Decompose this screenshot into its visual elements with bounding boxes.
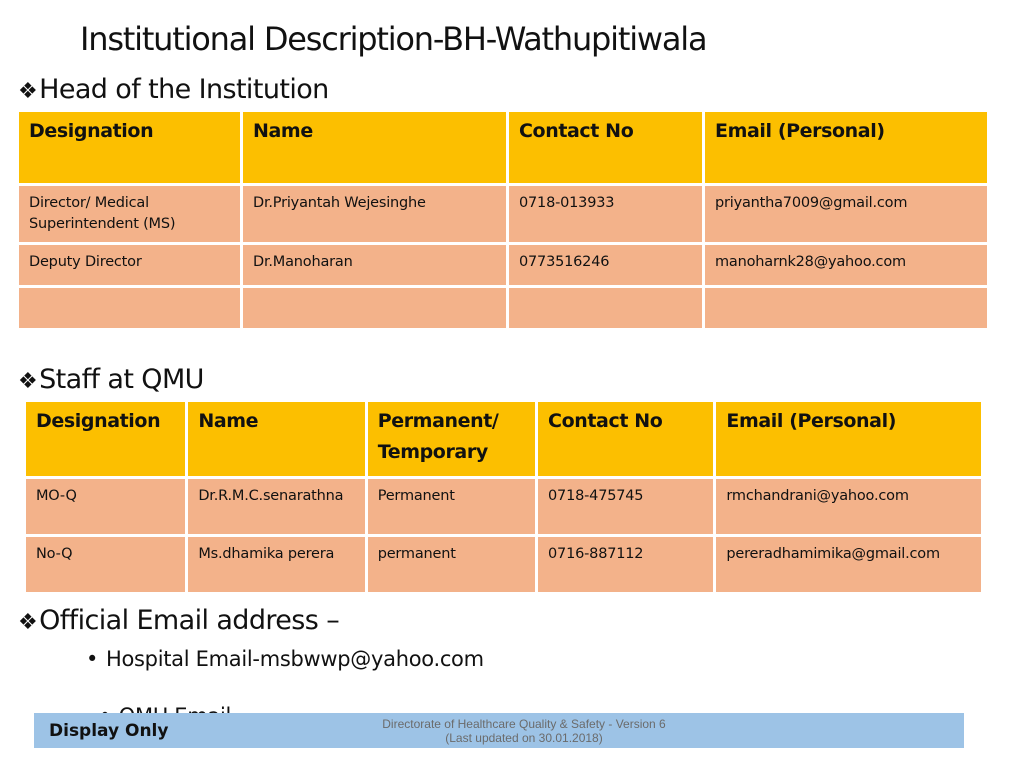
diamond-bullet-icon: ❖ xyxy=(18,369,38,394)
table-cell xyxy=(243,288,506,328)
table-header-row xyxy=(19,112,987,183)
table-row xyxy=(19,186,987,242)
footer-bar xyxy=(34,713,964,748)
head-of-institution-table xyxy=(16,109,990,331)
section-head-label: Official Email address – xyxy=(39,605,340,636)
table-cell: Director/ Medical Superintendent (MS) xyxy=(19,186,240,242)
table-cell: Dr.Priyantah Wejesinghe xyxy=(243,186,506,242)
footer-updated-text: (Last updated on 30.01.2018) xyxy=(445,731,603,745)
section-head-label: Staff at QMU xyxy=(39,364,204,395)
column-header: Contact No xyxy=(538,402,713,476)
column-header: Email (Personal) xyxy=(705,112,987,183)
table-cell: pereradhamimika@gmail.com xyxy=(716,537,981,592)
section-head-institution xyxy=(18,74,329,105)
column-header: Contact No xyxy=(509,112,702,183)
table-cell: rmchandrani@yahoo.com xyxy=(716,479,981,534)
table-cell xyxy=(19,288,240,328)
table-cell: manoharnk28@yahoo.com xyxy=(705,245,987,285)
column-header: Name xyxy=(188,402,364,476)
display-only-label: Display Only xyxy=(49,721,169,741)
table-cell: 0773516246 xyxy=(509,245,702,285)
table-cell: permanent xyxy=(368,537,535,592)
table-cell: 0718-013933 xyxy=(509,186,702,242)
table-header-row xyxy=(26,402,981,476)
section-head-label: Head of the Institution xyxy=(39,74,329,105)
footer-caption xyxy=(294,717,754,745)
section-head-staff xyxy=(18,364,204,395)
list-item xyxy=(86,647,484,671)
column-header: Email (Personal) xyxy=(716,402,981,476)
column-header: Designation xyxy=(19,112,240,183)
table-row xyxy=(26,537,981,592)
table-cell: Ms.dhamika perera xyxy=(188,537,364,592)
table-row xyxy=(26,479,981,534)
hospital-email-text: Hospital Email-msbwwp@yahoo.com xyxy=(106,647,484,671)
table-cell: priyantha7009@gmail.com xyxy=(705,186,987,242)
table-cell xyxy=(509,288,702,328)
dot-bullet-icon: • xyxy=(86,647,99,671)
table-row xyxy=(19,245,987,285)
column-header: Designation xyxy=(26,402,185,476)
column-header: Permanent/ Temporary xyxy=(368,402,535,476)
table-cell: 0716-887112 xyxy=(538,537,713,592)
table-cell xyxy=(705,288,987,328)
table-cell: MO-Q xyxy=(26,479,185,534)
footer-version-text: Directorate of Healthcare Quality & Safety - Version 6 xyxy=(382,717,666,731)
page-title: Institutional Description-BH-Wathupitiwala xyxy=(80,20,707,58)
table-cell: No-Q xyxy=(26,537,185,592)
diamond-bullet-icon: ❖ xyxy=(18,610,38,635)
table-cell: Dr.Manoharan xyxy=(243,245,506,285)
column-header: Name xyxy=(243,112,506,183)
table-cell: Deputy Director xyxy=(19,245,240,285)
table-cell: Dr.R.M.C.senarathna xyxy=(188,479,364,534)
section-head-email xyxy=(18,605,339,636)
table-row xyxy=(19,288,987,328)
diamond-bullet-icon: ❖ xyxy=(18,79,38,104)
staff-qmu-table xyxy=(23,399,984,595)
table-cell: 0718-475745 xyxy=(538,479,713,534)
table-cell: Permanent xyxy=(368,479,535,534)
